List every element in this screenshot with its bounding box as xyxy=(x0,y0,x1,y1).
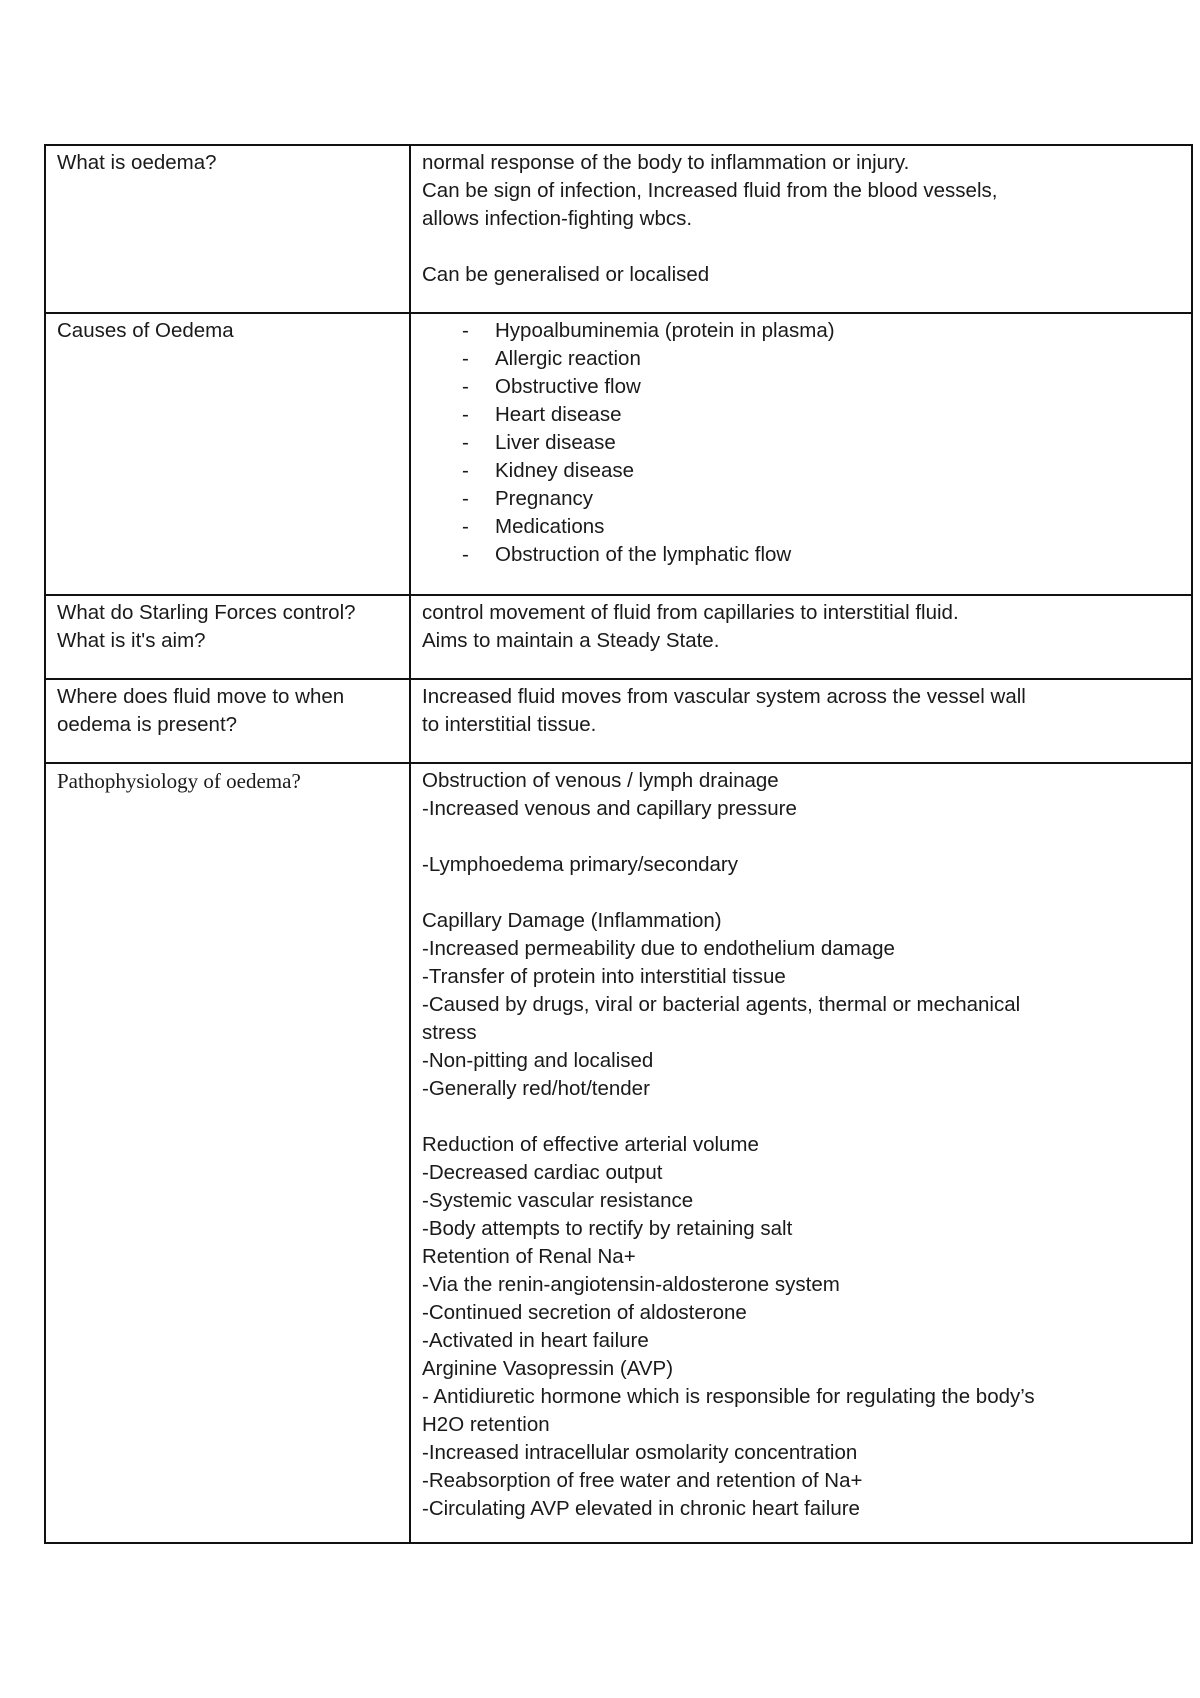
list-item: - Allergic reaction xyxy=(462,345,1181,373)
answer-line: -Caused by drugs, viral or bacterial agents, thermal or mechanical xyxy=(422,993,1021,1016)
answer-line: -Increased permeability due to endothelium damage xyxy=(422,937,895,960)
answer-line: -Body attempts to rectify by retaining salt xyxy=(422,1217,793,1240)
question-cell xyxy=(45,595,410,679)
table-row xyxy=(45,595,1192,679)
answer-line: -Circulating AVP elevated in chronic heart failure xyxy=(422,1497,860,1520)
answer-cell xyxy=(410,145,1192,313)
causes-list xyxy=(422,317,1181,569)
question-text: Where does fluid move to when xyxy=(57,685,345,708)
list-item: - Liver disease xyxy=(462,429,1181,457)
list-item: - Obstructive flow xyxy=(462,373,1181,401)
question-text: Pathophysiology of oedema? xyxy=(57,769,301,793)
answer-line: -Decreased cardiac output xyxy=(422,1161,663,1184)
answer-line: Arginine Vasopressin (AVP) xyxy=(422,1357,674,1380)
question-cell xyxy=(45,679,410,763)
answer-line: allows infection-fighting wbcs. xyxy=(422,207,693,230)
answer-line: -Generally red/hot/tender xyxy=(422,1077,650,1100)
question-text: What is it's aim? xyxy=(57,629,206,652)
blank-line xyxy=(422,823,1181,851)
table-row xyxy=(45,763,1192,1543)
list-item: - Hypoalbuminemia (protein in plasma) xyxy=(462,317,1181,345)
blank-line xyxy=(422,233,1181,261)
answer-line: stress xyxy=(422,1021,477,1044)
answer-line: -Increased venous and capillary pressure xyxy=(422,797,797,820)
answer-line: -Reabsorption of free water and retention of Na+ xyxy=(422,1469,863,1492)
list-item: - Heart disease xyxy=(462,401,1181,429)
question-cell xyxy=(45,145,410,313)
question-cell xyxy=(45,313,410,595)
table-row xyxy=(45,679,1192,763)
answer-line: -Via the renin-angiotensin-aldosterone system xyxy=(422,1273,840,1296)
answer-line: -Increased intracellular osmolarity concentration xyxy=(422,1441,858,1464)
question-text: Causes of Oedema xyxy=(57,319,234,342)
answer-line: Obstruction of venous / lymph drainage xyxy=(422,769,779,792)
list-item: - Pregnancy xyxy=(462,485,1181,513)
answer-line: -Activated in heart failure xyxy=(422,1329,649,1352)
list-item: - Obstruction of the lymphatic flow xyxy=(462,541,1181,569)
table-row xyxy=(45,313,1192,595)
answer-line: H2O retention xyxy=(422,1413,550,1436)
answer-line: Can be generalised or localised xyxy=(422,263,710,286)
list-item: - Medications xyxy=(462,513,1181,541)
answer-line: -Non-pitting and localised xyxy=(422,1049,654,1072)
answer-line: to interstitial tissue. xyxy=(422,713,597,736)
answer-line: -Transfer of protein into interstitial tissue xyxy=(422,965,786,988)
list-item: - Kidney disease xyxy=(462,457,1181,485)
answer-line: - Antidiuretic hormone which is responsible for regulating the body’s xyxy=(422,1385,1035,1408)
answer-line: -Systemic vascular resistance xyxy=(422,1189,694,1212)
answer-line: Increased fluid moves from vascular system across the vessel wall xyxy=(422,685,1026,708)
answer-line: Reduction of effective arterial volume xyxy=(422,1133,759,1156)
qa-table xyxy=(44,144,1193,1544)
answer-cell xyxy=(410,679,1192,763)
answer-line: Retention of Renal Na+ xyxy=(422,1245,636,1268)
question-text: oedema is present? xyxy=(57,713,238,736)
answer-line: Can be sign of infection, Increased fluid from the blood vessels, xyxy=(422,179,998,202)
answer-line: normal response of the body to inflammation or injury. xyxy=(422,151,910,174)
answer-cell xyxy=(410,313,1192,595)
answer-line: -Lymphoedema primary/secondary xyxy=(422,853,738,876)
answer-cell xyxy=(410,595,1192,679)
question-cell xyxy=(45,763,410,1543)
blank-line xyxy=(422,1103,1181,1131)
question-text: What do Starling Forces control? xyxy=(57,601,356,624)
blank-line xyxy=(422,879,1181,907)
answer-line: control movement of fluid from capillaries to interstitial fluid. xyxy=(422,601,959,624)
answer-line: Capillary Damage (Inflammation) xyxy=(422,909,722,932)
answer-line: Aims to maintain a Steady State. xyxy=(422,629,720,652)
question-text: What is oedema? xyxy=(57,151,217,174)
table-row xyxy=(45,145,1192,313)
answer-cell xyxy=(410,763,1192,1543)
answer-line: -Continued secretion of aldosterone xyxy=(422,1301,747,1324)
